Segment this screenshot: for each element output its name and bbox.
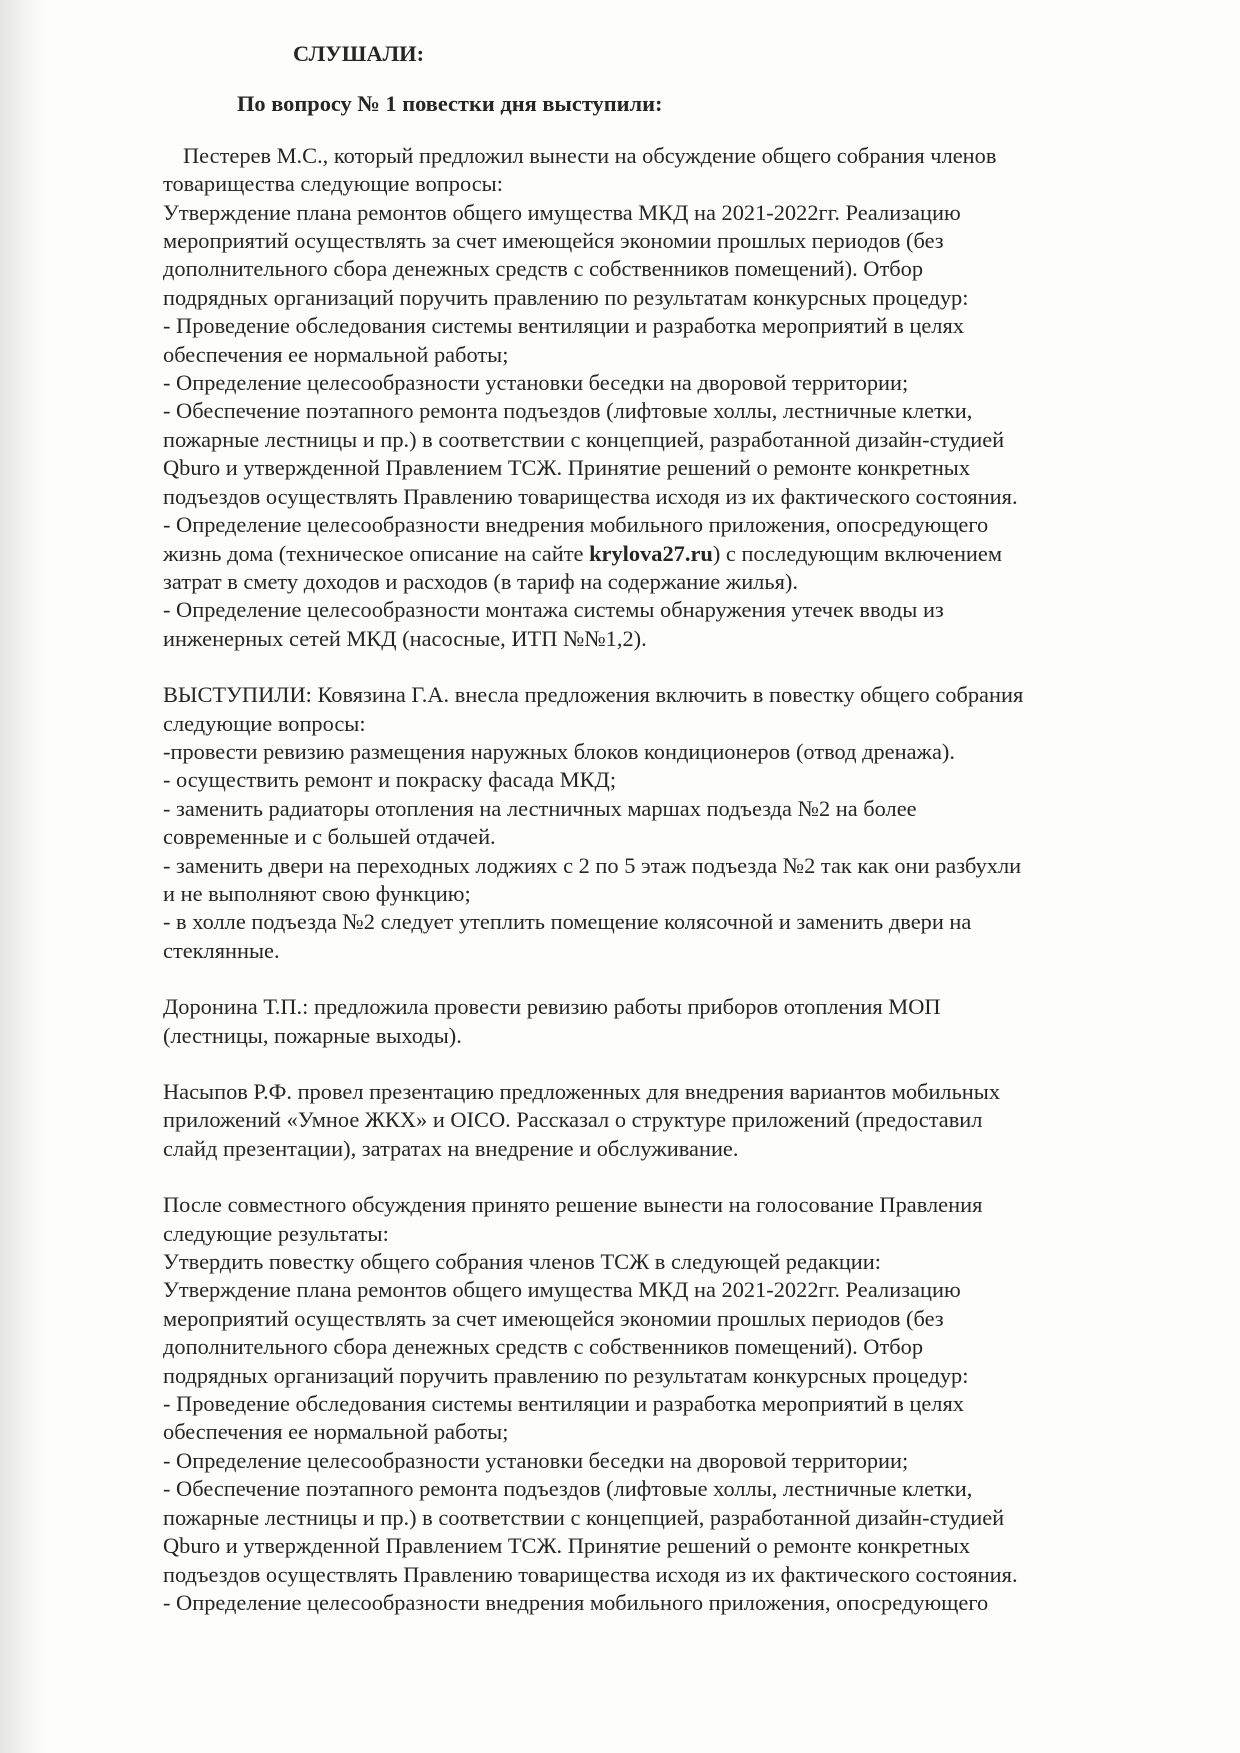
heading-agenda-question-1: По вопросу № 1 повестки дня выступили: <box>237 91 663 117</box>
text-line: современные и с большей отдачей. <box>163 824 496 850</box>
text-line: слайд презентации), затратах на внедрение и обслуживание. <box>163 1135 739 1161</box>
scan-edge-shadow <box>0 0 46 1753</box>
text-line: - осуществить ремонт и покраску фасада МКД; <box>163 767 617 793</box>
text-line: и не выполняют свою функцию; <box>163 880 471 906</box>
text-line: приложений «Умное ЖКХ» и OICO. Рассказал о структуре приложений (предоставил <box>163 1107 983 1133</box>
text-line: следующие вопросы: <box>163 710 366 736</box>
text-line: инженерных сетей МКД (насосные, ИТП №№1,2). <box>163 625 647 651</box>
document-body <box>163 40 1143 1617</box>
text-line: - в холле подъезда №2 следует утеплить помещение колясочной и заменить двери на <box>163 909 972 935</box>
text-line: Доронина Т.П.: предложила провести ревизию работы приборов отопления МОП <box>163 994 941 1020</box>
speech-kovyazina <box>163 681 1143 965</box>
text-line: Пестерев М.С., который предложил вынести на обсуждение общего собрания членов <box>183 142 997 168</box>
text-line: - Обеспечение поэтапного ремонта подъездов (лифтовые холлы, лестничные клетки, <box>163 398 973 424</box>
text-line: - Определение целесообразности монтажа системы обнаружения утечек вводы из <box>163 597 944 623</box>
text-line: Утвердить повестку общего собрания членов ТСЖ в следующей редакции: <box>163 1249 881 1275</box>
text-line: мероприятий осуществлять за счет имеющейся экономии прошлых периодов (без <box>163 1305 944 1331</box>
text-line: - Проведение обследования системы вентиляции и разработка мероприятий в целях <box>163 1391 964 1417</box>
text-line-with-site <box>163 540 1143 568</box>
text-line: следующие результаты: <box>163 1220 389 1246</box>
text-line: подъездов осуществлять Правлению товарищества исходя из их фактического состояния. <box>163 1561 1018 1587</box>
text-line: - Обеспечение поэтапного ремонта подъездов (лифтовые холлы, лестничные клетки, <box>163 1476 973 1502</box>
text-line: подрядных организаций поручить правлению по результатам конкурсных процедур: <box>163 284 969 310</box>
text-line: ВЫСТУПИЛИ: Ковязина Г.А. внесла предложения включить в повестку общего собрания <box>163 682 1024 708</box>
text-line: обеспечения ее нормальной работы; <box>163 1419 509 1445</box>
text-line: - Определение целесообразности внедрения мобильного приложения, опосредующего <box>163 1589 989 1615</box>
heading-heard: СЛУШАЛИ: <box>293 41 425 66</box>
text-line: пожарные лестницы и пр.) в соответствии с концепцией, разработанной дизайн-студией <box>163 426 1005 452</box>
paragraph-gap <box>163 965 1143 993</box>
text-line: Qburo и утвержденной Правлением ТСЖ. Принятие решений о ремонте конкретных <box>163 455 971 481</box>
site-link[interactable]: krylova27.ru <box>589 540 713 566</box>
text-fragment: ) с последующим включением <box>712 540 1003 566</box>
text-line: После совместного обсуждения принято решение вынести на голосование Правления <box>163 1192 983 1218</box>
text-line: мероприятий осуществлять за счет имеющейся экономии прошлых периодов (без <box>163 228 944 254</box>
text-line: (лестницы, пожарные выходы). <box>163 1022 462 1048</box>
text-line: - Проведение обследования системы вентиляции и разработка мероприятий в целях <box>163 313 964 339</box>
text-line: - заменить двери на переходных лоджиях с 2 по 5 этаж подъезда №2 так как они разбухли <box>163 852 1022 878</box>
text-line: Насыпов Р.Ф. провел презентацию предложенных для внедрения вариантов мобильных <box>163 1079 1001 1104</box>
text-line: стеклянные. <box>163 937 280 963</box>
text-line: Утверждение плана ремонтов общего имущества МКД на 2021-2022гг. Реализацию <box>163 1277 961 1303</box>
text-line: -провести ревизию размещения наружных блоков кондиционеров (отвод дренажа). <box>163 738 955 764</box>
decision-block <box>163 1191 1143 1617</box>
text-line: подъездов осуществлять Правлению товарищества исходя из их фактического состояния. <box>163 483 1018 509</box>
paragraph-gap <box>163 1050 1143 1078</box>
paragraph-gap <box>163 1163 1143 1191</box>
text-line: дополнительного сбора денежных средств с собственников помещений). Отбор <box>163 1334 924 1360</box>
text-fragment: жизнь дома (техническое описание на сайте <box>163 540 590 566</box>
text-line: затрат в смету доходов и расходов (в тариф на содержание жилья). <box>163 568 798 594</box>
text-line: - Определение целесообразности внедрения мобильного приложения, опосредующего <box>163 512 989 538</box>
text-line: Утверждение плана ремонтов общего имущества МКД на 2021-2022гг. Реализацию <box>163 199 961 225</box>
text-line: дополнительного сбора денежных средств с собственников помещений). Отбор <box>163 256 924 282</box>
speech-nasypov <box>163 1078 1143 1163</box>
paragraph-gap <box>163 653 1143 681</box>
text-line: - Определение целесообразности установки беседки на дворовой территории; <box>163 370 909 396</box>
text-line: пожарные лестницы и пр.) в соответствии с концепцией, разработанной дизайн-студией <box>163 1504 1005 1530</box>
text-line: - заменить радиаторы отопления на лестничных маршах подъезда №2 на более <box>163 795 917 821</box>
text-line: Qburo и утвержденной Правлением ТСЖ. Принятие решений о ремонте конкретных <box>163 1533 971 1559</box>
text-line: - Определение целесообразности установки беседки на дворовой территории; <box>163 1447 909 1473</box>
speech-doronina <box>163 993 1143 1050</box>
text-line: обеспечения ее нормальной работы; <box>163 341 509 367</box>
text-line: товарищества следующие вопросы: <box>163 171 503 197</box>
speech-pesterev <box>163 142 1143 653</box>
text-line: подрядных организаций поручить правлению по результатам конкурсных процедур: <box>163 1362 969 1388</box>
